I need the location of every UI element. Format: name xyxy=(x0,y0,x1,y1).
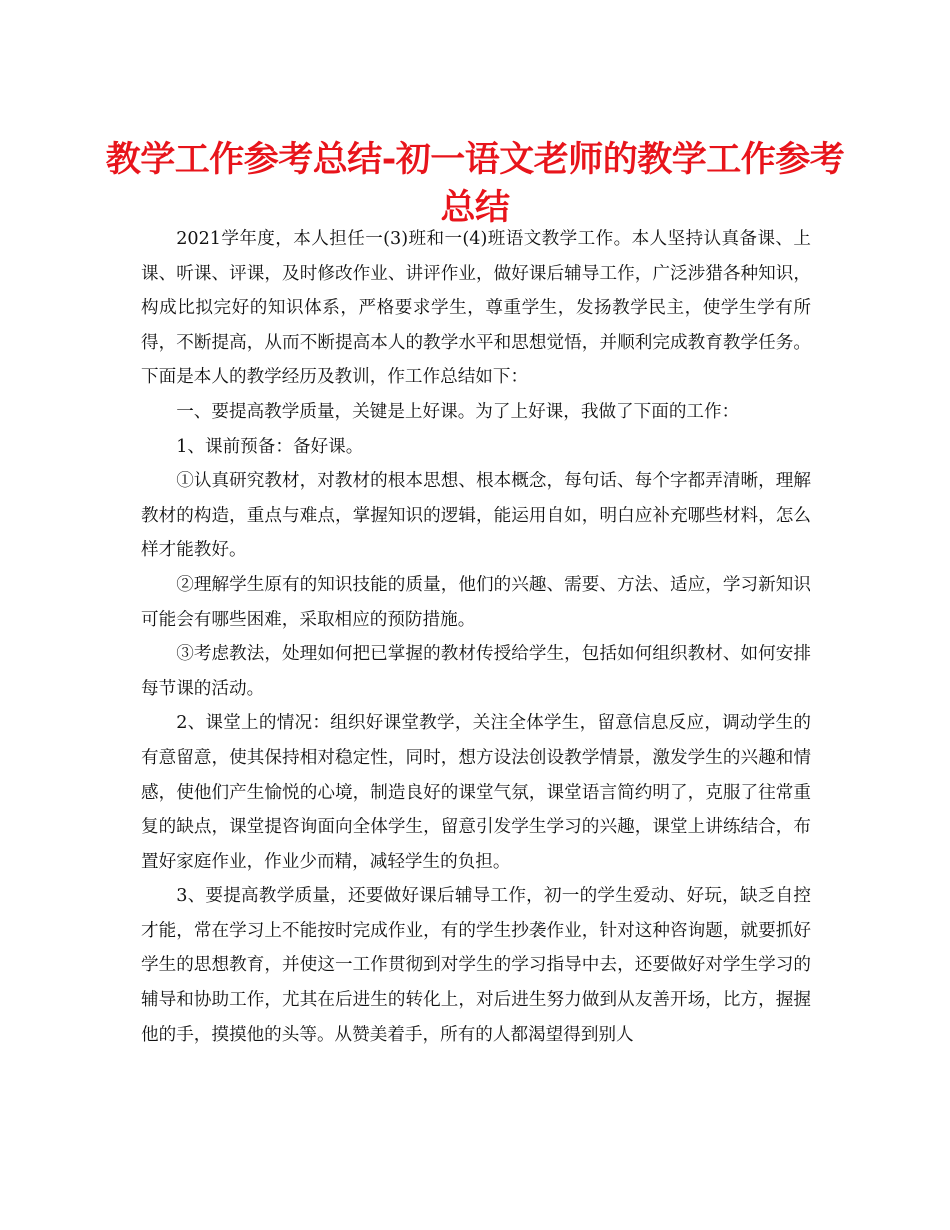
paragraph-item-1: 1、课前预备：备好课。 xyxy=(176,436,364,457)
paragraph-subitem-3: ③考虑教法，处理如何把已掌握的教材传授给学生，包括如何组织教材、如何安排每节课的活动。 xyxy=(141,644,811,699)
paragraph-subitem-2: ②理解学生原有的知识技能的质量，他们的兴趣、需要、方法、适应，学习新知识可能会有哪些困难，采取相应的预防措施。 xyxy=(141,574,811,630)
paragraph-section-1: 一、要提高教学质量，关键是上好课。为了上好课，我做了下面的工作： xyxy=(176,401,740,422)
paragraph-item-3: 3、要提高教学质量，还要做好课后辅导工作，初一的学生爱动、好玩，缺乏自控才能，常在学习上不能按时完成作业，有的学生抄袭作业，针对这种咨询题，就要抓好学生的思想教育，并使这一工作贯彻到对学生的学习指导中去，还要做好对学生学习的辅导和协助工作，尤其在后进生的转化上，对后进生努力做到从友善开场，比方，握握他的手，摸摸他的头等。从赞美着手，所有的人都渴望得到别人 xyxy=(141,886,811,1045)
document-body xyxy=(141,222,811,1052)
paragraph-subitem-1: ①认真研究教材，对教材的根本思想、根本概念，每句话、每个字都弄清晰，理解教材的构造，重点与难点，掌握知识的逻辑，能运用自如，明白应补充哪些材料，怎么样才能教好。 xyxy=(141,471,811,561)
paragraph-intro: 2021学年度，本人担任一(3)班和一(4)班语文教学工作。本人坚持认真备课、上课、听课、评课，及时修改作业、讲评作业，做好课后辅导工作，广泛涉猎各种知识，构成比拟完好的知识体系，严格要求学生，尊重学生，发扬教学民主，使学生学有所得，不断提高，从而不断提高本人的教学水平和思想觉悟，并顺利完成教育教学任务。下面是本人的教学经历及教训，作工作总结如下： xyxy=(141,229,811,388)
document-title: 教学工作参考总结-初一语文老师的教学工作参考总结 xyxy=(105,140,845,228)
paragraph-item-2: 2、课堂上的情况：组织好课堂教学，关注全体学生，留意信息反应，调动学生的有意留意，使其保持相对稳定性，同时，想方设法创设教学情景，激发学生的兴趣和情感，使他们产生愉悦的心境，制造良好的课堂气氛，课堂语言简约明了，克服了往常重复的缺点，课堂提咨询面向全体学生，留意引发学生学习的兴趣，课堂上讲练结合，布置好家庭作业，作业少而精，减轻学生的负担。 xyxy=(141,713,811,872)
